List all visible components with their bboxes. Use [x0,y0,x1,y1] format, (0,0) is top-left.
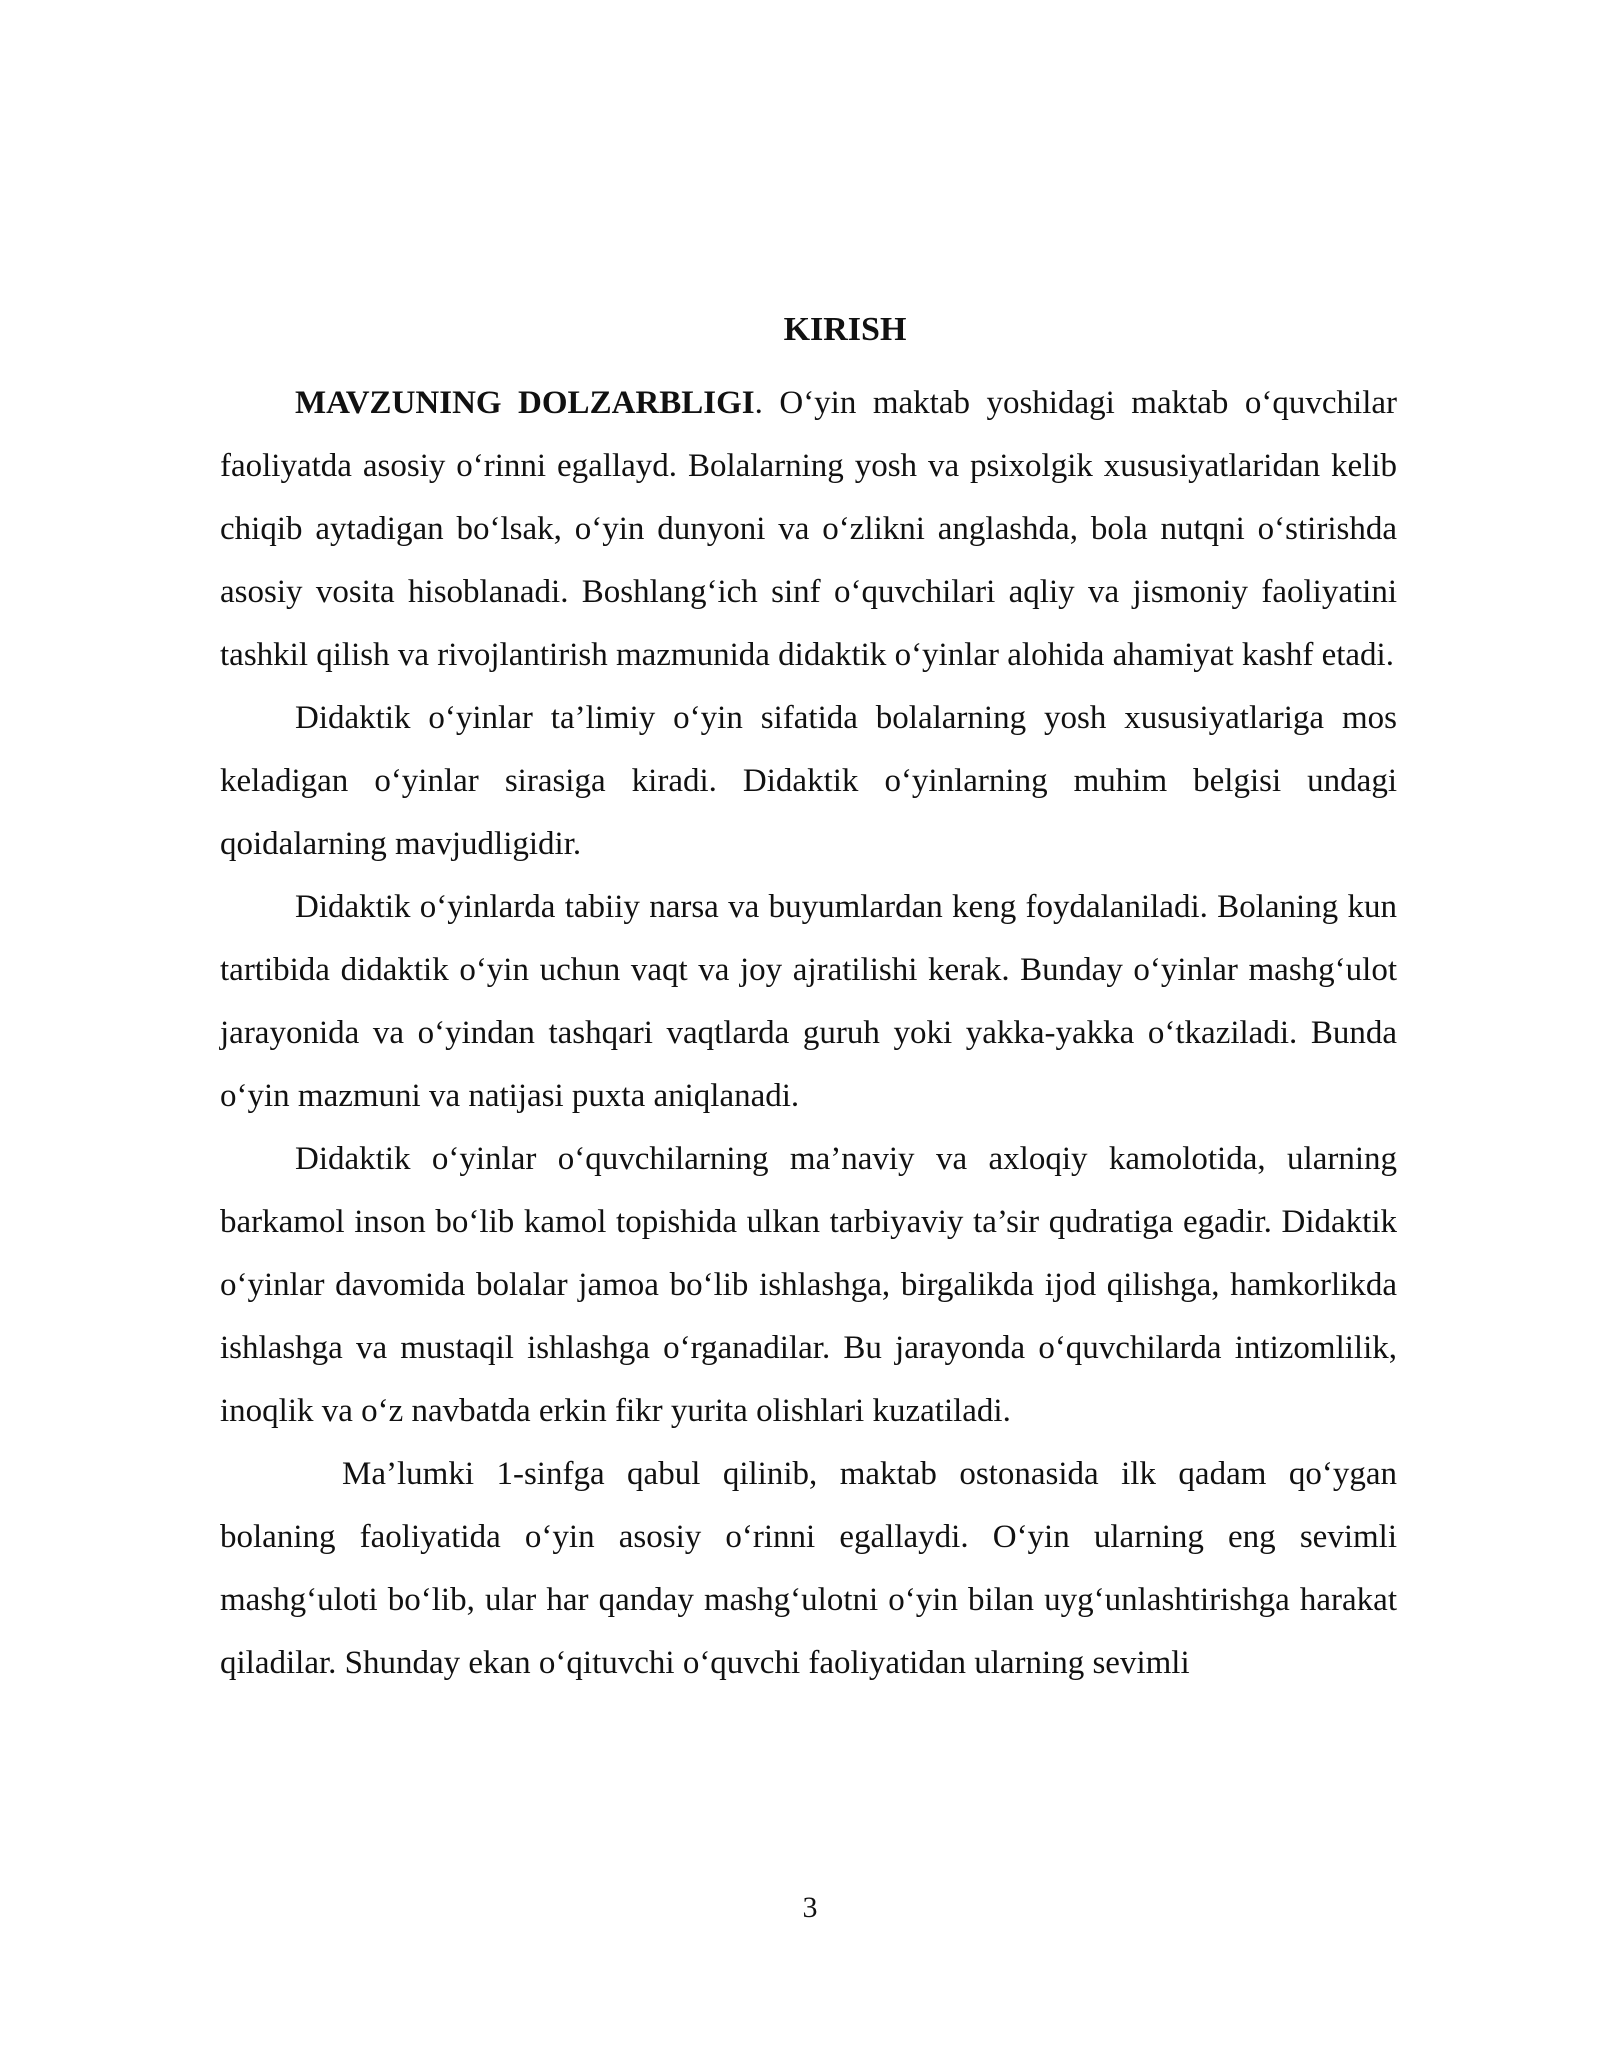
paragraph: Didaktik o‘yinlar ta’limiy o‘yin sifatida bolalarning yosh xususiyatlariga mos keladigan o‘yinlar sirasiga kiradi. Didaktik o‘yinlarning muhim belgisi undagi qoidalarning mavjudligidir. [220,700,1397,862]
section-heading-inline: MAVZUNING DOLZARBLIGI [295,385,755,421]
paragraph-relevance [220,372,1397,687]
paragraph-text: . O‘yin maktab yoshidagi maktab o‘quvchilar faoliyatda asosiy o‘rinni egallayd. Bolalarning yosh va psixolgik xususiyatlaridan kelib chiqib aytadigan bo‘lsak, o‘yin dunyoni va o‘zlikni anglashda, bola nutqni o‘stirishda asosiy vosita hisoblanadi. Boshlang‘ich sinf o‘quvchilari aqliy va jismoniy faoliyatini tashkil qilish va rivojlantirish mazmunida didaktik o‘yinlar alohida ahamiyat kashf etadi. [220,385,1397,673]
paragraph: Didaktik o‘yinlar o‘quvchilarning ma’naviy va axloqiy kamolotida, ularning barkamol inson bo‘lib kamol topishida ulkan tarbiyaviy ta’sir qudratiga egadir. Didaktik o‘yinlar davomida bolalar jamoa bo‘lib ishlashga, birgalikda ijod qilishga, hamkorlikda ishlashga va mustaqil ishlashga o‘rganadilar. Bu jarayonda o‘quvchilarda intizomlilik, inoqlik va o‘z navbatda erkin fikr yurita olishlari kuzatiladi. [220,1141,1397,1429]
document-body [220,372,1397,1695]
paragraph: Ma’lumki 1-sinfga qabul qilinib, maktab ostonasida ilk qadam qo‘ygan bolaning faoliyatida o‘yin asosiy o‘rinni egallaydi. O‘yin ularning eng sevimli mashg‘uloti bo‘lib, ular har qanday mashg‘ulotni o‘yin bilan uyg‘unlashtirishga harakat qiladilar. Shunday ekan o‘qituvchi o‘quvchi faoliyatidan ularning sevimli [220,1456,1397,1681]
page-number: 3 [802,1891,818,1924]
page-title: KIRISH [783,311,907,348]
paragraph: Didaktik o‘yinlarda tabiiy narsa va buyumlardan keng foydalaniladi. Bolaning kun tartibida didaktik o‘yin uchun vaqt va joy ajratilishi kerak. Bunday o‘yinlar mashg‘ulot jarayonida va o‘yindan tashqari vaqtlarda guruh yoki yakka-yakka o‘tkaziladi. Bunda o‘yin mazmuni va natijasi puxta aniqlanadi. [220,889,1397,1114]
